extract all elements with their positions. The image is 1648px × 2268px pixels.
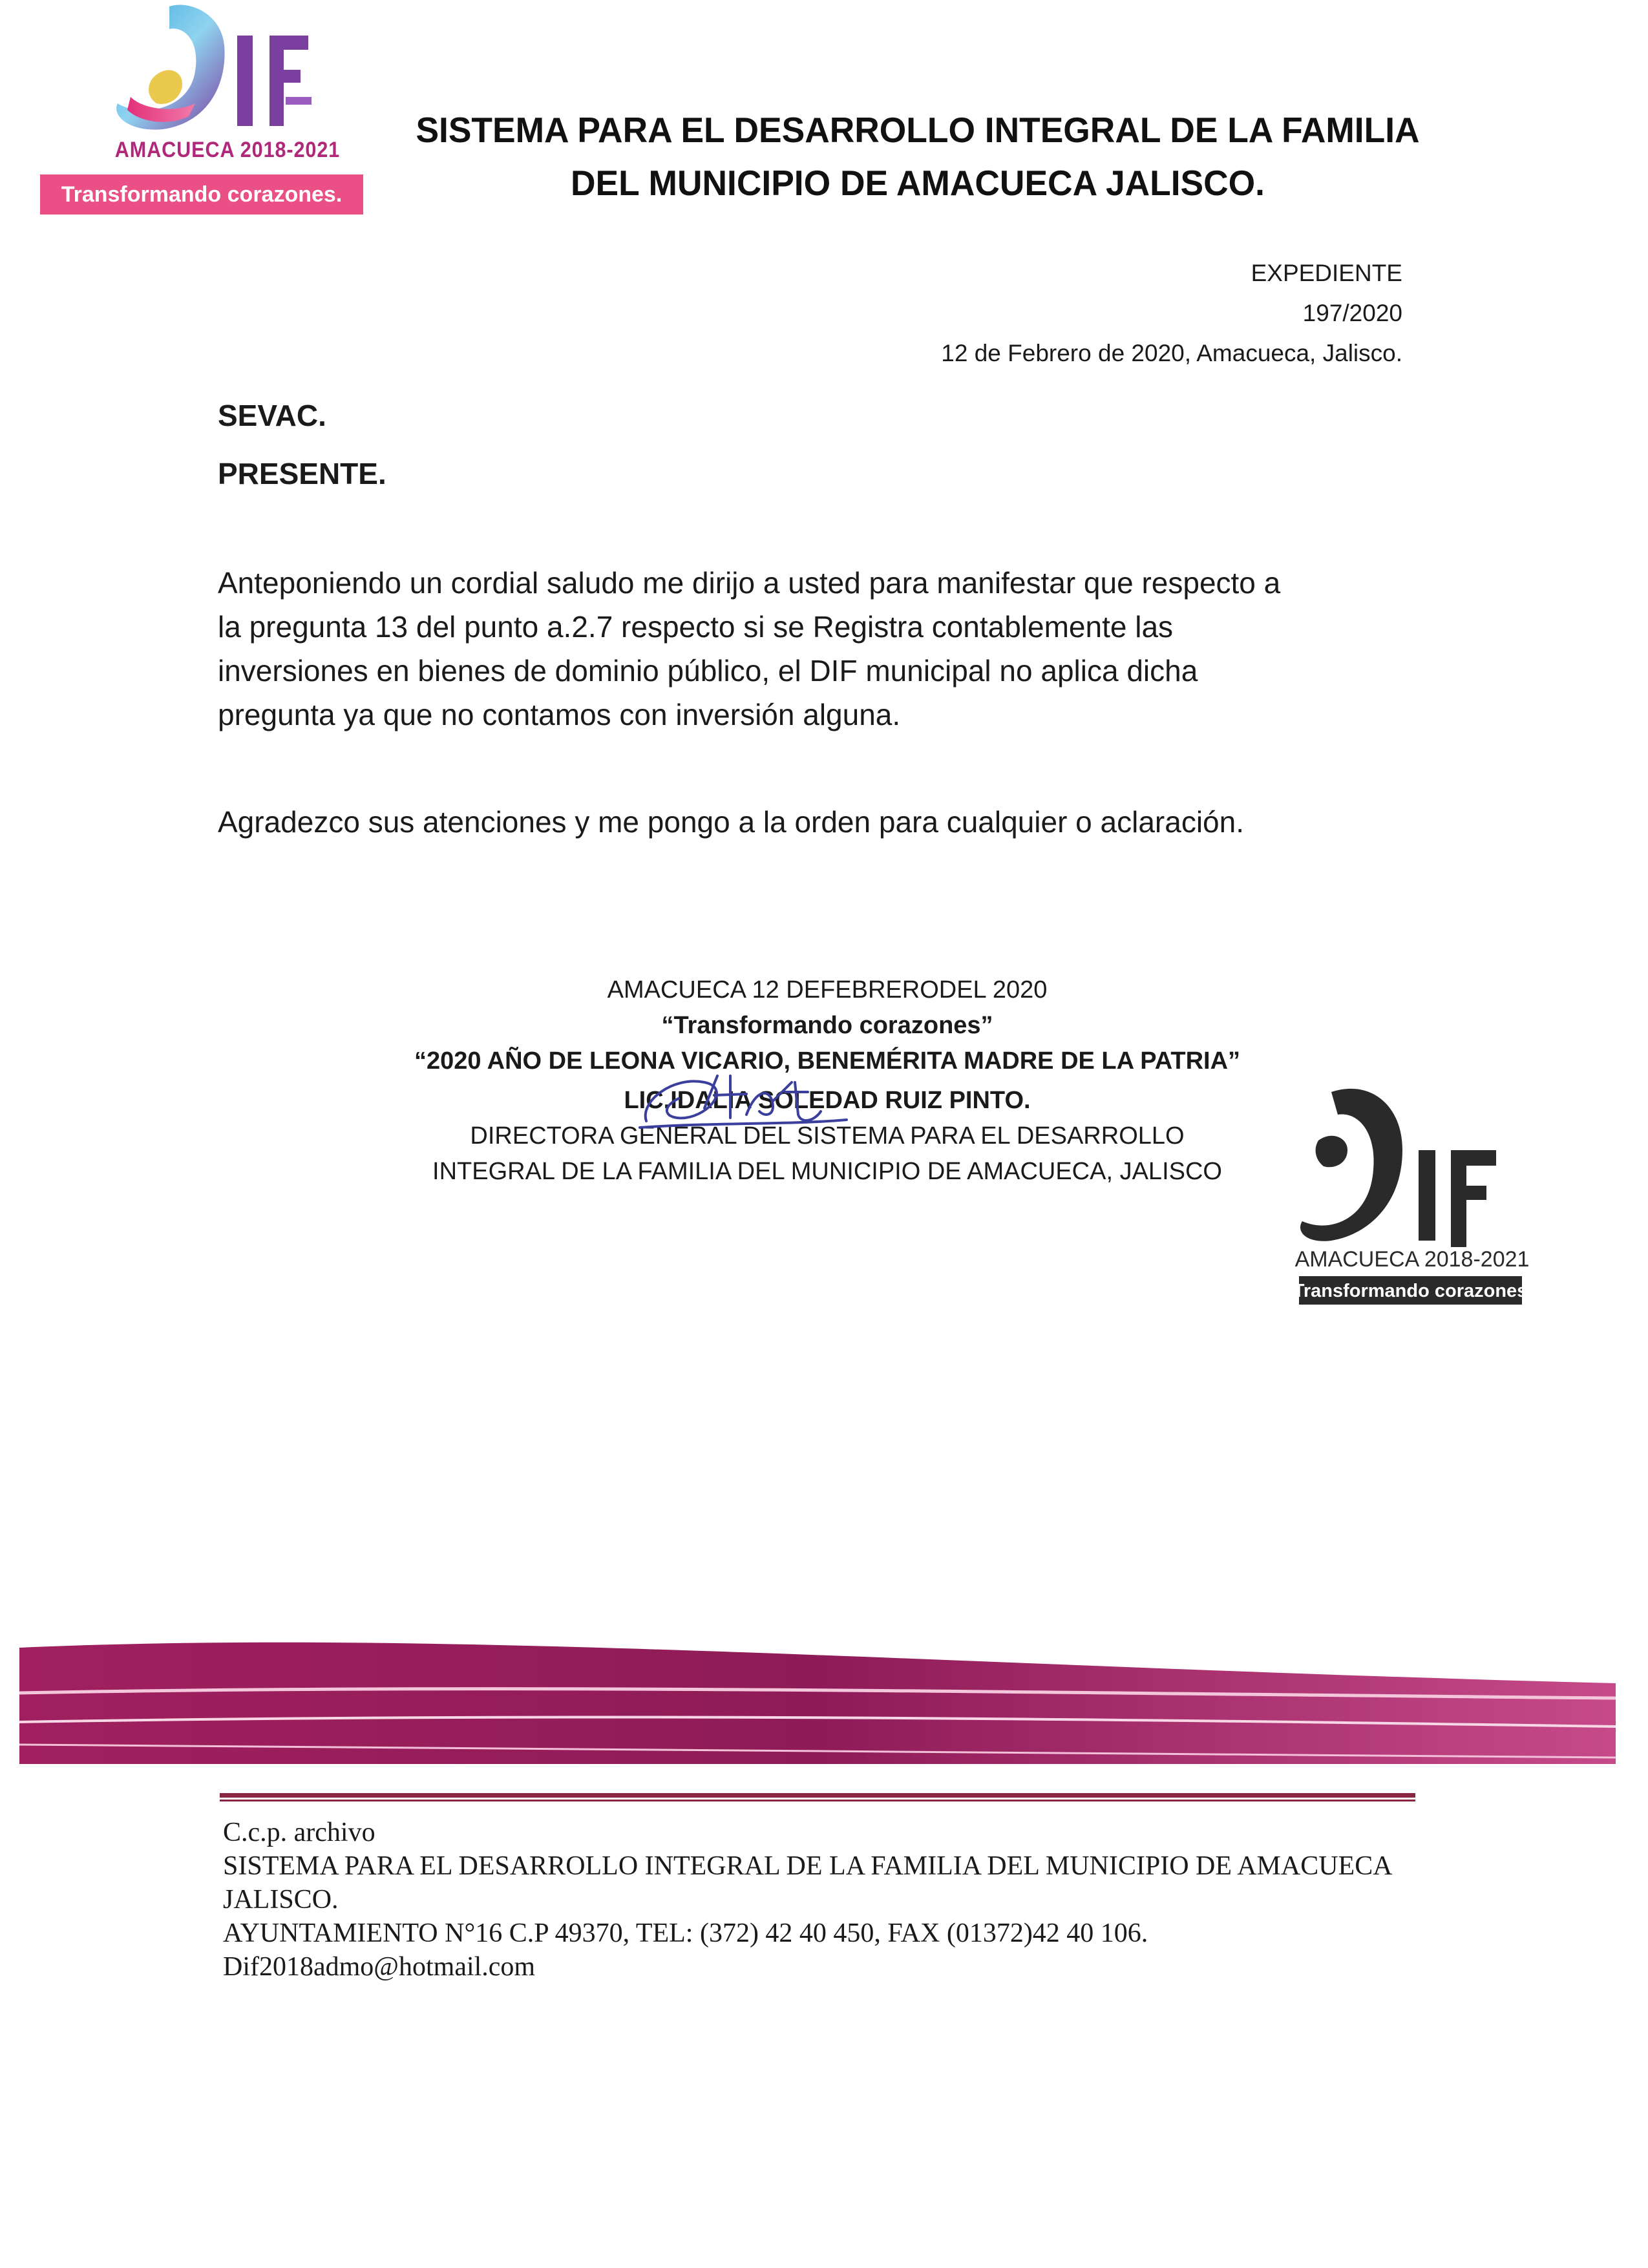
reference-block bbox=[941, 253, 1402, 373]
body-line: la pregunta 13 del punto a.2.7 respecto si se Registra contablemente las bbox=[218, 610, 1174, 644]
body-line: inversiones en bienes de dominio público, el DIF municipal no aplica dicha bbox=[218, 654, 1198, 688]
footer-ccp: C.c.p. archivo bbox=[223, 1818, 375, 1847]
footer-divider bbox=[220, 1793, 1415, 1802]
body-paragraph-1 bbox=[218, 561, 1433, 737]
date-place: 12 de Febrero de 2020, Amacueca, Jalisco. bbox=[941, 340, 1402, 366]
logo-slogan: Transformando corazones. bbox=[61, 182, 343, 207]
signer-title-line-1: DIRECTORA GENERAL DEL SISTEMA PARA EL DESARROLLO bbox=[470, 1122, 1185, 1150]
signer-title-line-2: INTEGRAL DE LA FAMILIA DEL MUNICIPIO DE AMACUECA, JALISCO bbox=[432, 1158, 1222, 1185]
footer bbox=[223, 1816, 1451, 1984]
letter-body bbox=[218, 561, 1433, 844]
body-line: Anteponiendo un cordial saludo me dirijo a usted para manifestar que respecto a bbox=[218, 566, 1281, 600]
title-line-2: DEL MUNICIPIO DE AMACUECA JALISCO. bbox=[570, 163, 1265, 203]
addressee bbox=[218, 386, 386, 503]
dif-logo-icon bbox=[92, 0, 363, 139]
body-line: pregunta ya que no contamos con inversión alguna. bbox=[218, 698, 901, 731]
footer-org-line-2: JALISCO. bbox=[223, 1885, 339, 1915]
body-paragraph-2: Agradezco sus atenciones y me pongo a la orden para cualquier o aclaración. bbox=[218, 805, 1244, 839]
dif-logo bbox=[40, 0, 376, 216]
addressee-presente: PRESENTE. bbox=[218, 457, 386, 490]
expediente-label: EXPEDIENTE bbox=[1251, 260, 1402, 286]
decorative-ribbon bbox=[0, 1622, 1648, 1777]
expediente-number: 197/2020 bbox=[1302, 300, 1402, 326]
closing-place-date: AMACUECA 12 DEFEBRERODEL 2020 bbox=[607, 976, 1048, 1003]
footer-email: Dif2018admo@hotmail.com bbox=[223, 1952, 536, 1982]
dif-stamp-icon bbox=[1293, 1079, 1532, 1312]
closing-year-motto: “2020 AÑO DE LEONA VICARIO, BENEMÉRITA MADRE DE LA PATRIA” bbox=[414, 1047, 1241, 1075]
closing-slogan: “Transformando corazones” bbox=[661, 1012, 993, 1039]
logo-period-text: AMACUECA 2018-2021 bbox=[114, 138, 341, 162]
signature-icon bbox=[633, 1063, 853, 1140]
page-title bbox=[368, 103, 1467, 209]
addressee-name: SEVAC. bbox=[218, 399, 326, 432]
title-line-1: SISTEMA PARA EL DESARROLLO INTEGRAL DE LA FAMILIA bbox=[416, 110, 1420, 150]
stamp-slogan: Transformando corazones bbox=[1293, 1281, 1528, 1301]
footer-org-line-1: SISTEMA PARA EL DESARROLLO INTEGRAL DE LA FAMILIA DEL MUNICIPIO DE AMACUECA bbox=[223, 1851, 1393, 1881]
signer-name: LIC.IDALIA SOLEDAD RUIZ PINTO. bbox=[624, 1087, 1031, 1114]
footer-address: AYUNTAMIENTO N°16 C.P 49370, TEL: (372) 42 40 450, FAX (01372)42 40 106. bbox=[223, 1918, 1148, 1948]
stamp-period: AMACUECA 2018-2021 bbox=[1294, 1247, 1530, 1272]
